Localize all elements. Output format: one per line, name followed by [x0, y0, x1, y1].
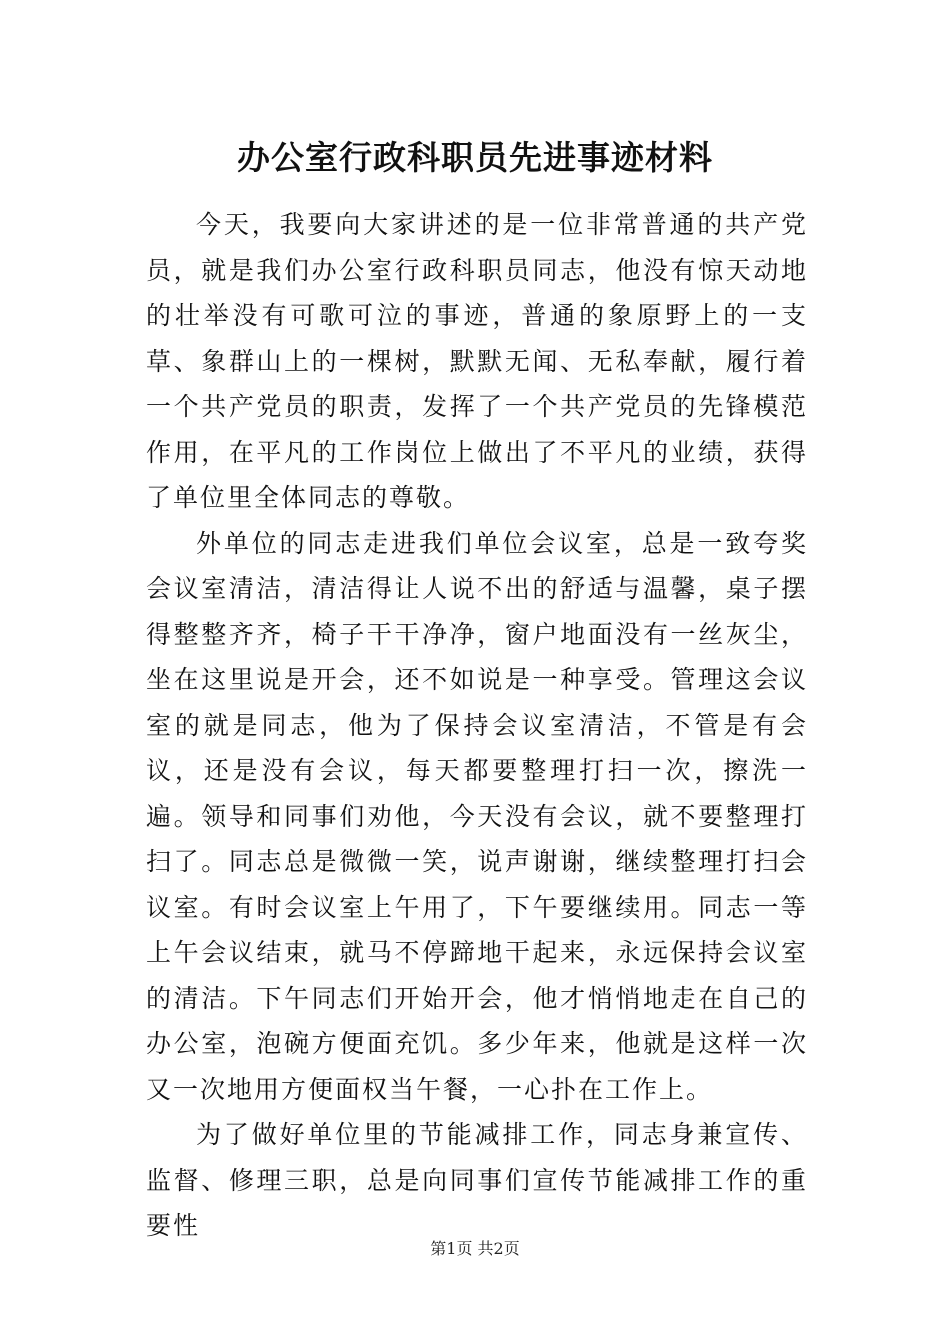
paragraph-2: 外单位的同志走进我们单位会议室，总是一致夸奖会议室清洁，清洁得让人说不出的舒适与温馨，桌子摆得整整齐齐，椅子干干净净，窗户地面没有一丝灰尘，坐在这里说是开会，还不如说是一种享受。管理这会议室的就是同志，他为了保持会议室清洁，不管是有会议，还是没有会议，每天都要整理打扫一次，擦洗一遍。领导和同事们劝他，今天没有会议，就不要整理打扫了。同志总是微微一笑，说声谢谢，继续整理打扫会议室。有时会议室上午用了，下午要继续用。同志一等上午会议结束，就马不停蹄地干起来，永远保持会议室的清洁。下午同志们开始开会，他才悄悄地走在自己的办公室，泡碗方便面充饥。多少年来，他就是这样一次又一次地用方便面权当午餐，一心扑在工作上。	[146, 528, 808, 1104]
paragraph-1: 今天，我要向大家讲述的是一位非常普通的共产党员，就是我们办公室行政科职员同志，他没有惊天动地的壮举没有可歌可泣的事迹，普通的象原野上的一支草、象群山上的一棵树，默默无闻、无私奉献，履行着一个共产党员的职责，发挥了一个共产党员的先锋模范作用，在平凡的工作岗位上做出了不平凡的业绩，获得了单位里全体同志的尊敬。	[146, 210, 808, 512]
paragraph-3: 为了做好单位里的节能减排工作，同志身兼宣传、监督、修理三职，总是向同事们宣传节能减排工作的重要性	[146, 1120, 808, 1240]
document-body	[146, 202, 808, 1249]
page-number-footer: 第1页 共2页	[430, 1239, 520, 1258]
page-title: 办公室行政科职员先进事迹材料	[237, 138, 713, 177]
